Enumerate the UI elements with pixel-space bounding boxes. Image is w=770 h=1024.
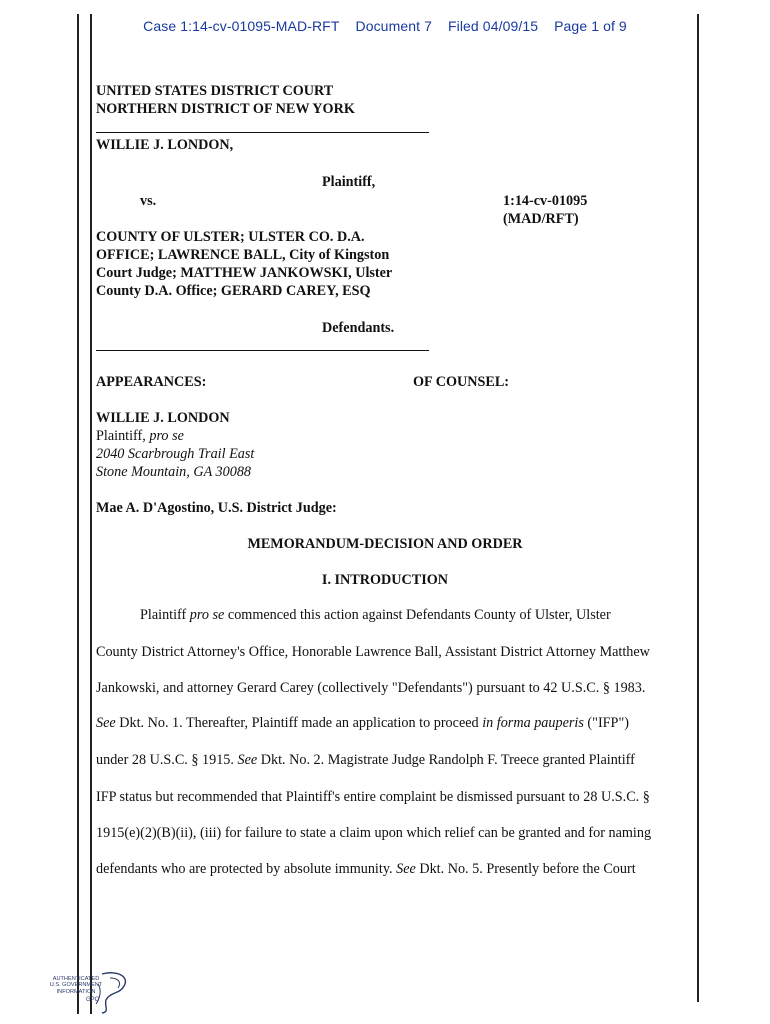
- caption-rule-bottom: [96, 350, 429, 351]
- page-indicator: Page 1 of 9: [554, 18, 627, 34]
- left-margin-line-outer: [77, 14, 79, 1014]
- of-counsel-label: OF COUNSEL:: [413, 374, 510, 390]
- gpo-authentication-seal: [40, 970, 135, 1014]
- plaintiff-name: WILLIE J. LONDON,: [96, 137, 234, 153]
- defendant-line: OFFICE; LAWRENCE BALL, City of Kingston: [96, 247, 390, 263]
- gpo-label: GPO: [86, 997, 100, 1003]
- court-name: UNITED STATES DISTRICT COURT: [96, 83, 334, 99]
- body-line-8: defendants who are protected by absolute immunity. See Dkt. No. 5. Presently before the Court: [96, 861, 636, 877]
- judge-initials: (MAD/RFT): [503, 211, 579, 227]
- body-line-1: Plaintiff pro se commenced this action against Defendants County of Ulster, Ulster: [140, 607, 611, 623]
- caption-rule-top: [96, 132, 429, 133]
- appearance-role: [96, 427, 184, 445]
- filed-date: Filed 04/09/15: [447, 18, 539, 34]
- appearance-name: WILLIE J. LONDON: [96, 410, 230, 426]
- body-line-6: IFP status but recommended that Plaintiff's entire complaint be dismissed pursuant to 28 U.S.C. §: [96, 789, 650, 805]
- section-heading: I. INTRODUCTION: [321, 572, 449, 588]
- versus: vs.: [140, 193, 157, 209]
- role-pro-se: pro se: [149, 428, 184, 444]
- body-line-5: under 28 U.S.C. § 1915. See Dkt. No. 2. Magistrate Judge Randolph F. Treece granted Plaintiff: [96, 752, 635, 768]
- right-margin-line: [697, 14, 699, 1002]
- document-title: MEMORANDUM-DECISION AND ORDER: [247, 536, 523, 552]
- defendants-label: Defendants.: [322, 320, 395, 336]
- document-header: [0, 18, 770, 34]
- role-prefix: Plaintiff,: [96, 428, 150, 444]
- seal-text: AUTHENTICATED U.S. GOVERNMENT INFORMATION: [49, 976, 103, 995]
- address-city: Stone Mountain, GA 30088: [96, 464, 252, 480]
- body-line-7: 1915(e)(2)(B)(ii), (iii) for failure to state a claim upon which relief can be granted and for naming: [96, 825, 652, 841]
- case-number: Case 1:14-cv-01095-MAD-RFT: [143, 18, 340, 34]
- judge-line: Mae A. D'Agostino, U.S. District Judge:: [96, 500, 337, 516]
- document-number: Document 7: [355, 18, 432, 34]
- court-district: NORTHERN DISTRICT OF NEW YORK: [96, 101, 355, 117]
- case-number-caption: 1:14-cv-01095: [503, 193, 588, 209]
- left-margin-line-inner: [90, 14, 92, 1014]
- appearances-label: APPEARANCES:: [96, 374, 207, 390]
- body-line-3: Jankowski, and attorney Gerard Carey (collectively "Defendants") pursuant to 42 U.S.C. § 1983.: [96, 680, 646, 696]
- body-line-4: See Dkt. No. 1. Thereafter, Plaintiff made an application to proceed in forma pauperis ("IFP"): [96, 715, 629, 731]
- address-street: 2040 Scarbrough Trail East: [96, 446, 255, 462]
- defendant-line: County D.A. Office; GERARD CAREY, ESQ: [96, 283, 371, 299]
- defendant-line: Court Judge; MATTHEW JANKOWSKI, Ulster: [96, 265, 393, 281]
- plaintiff-label: Plaintiff,: [322, 174, 376, 190]
- body-line-2: County District Attorney's Office, Honorable Lawrence Ball, Assistant District Attorney Matthew: [96, 644, 650, 660]
- defendant-line: COUNTY OF ULSTER; ULSTER CO. D.A.: [96, 229, 365, 245]
